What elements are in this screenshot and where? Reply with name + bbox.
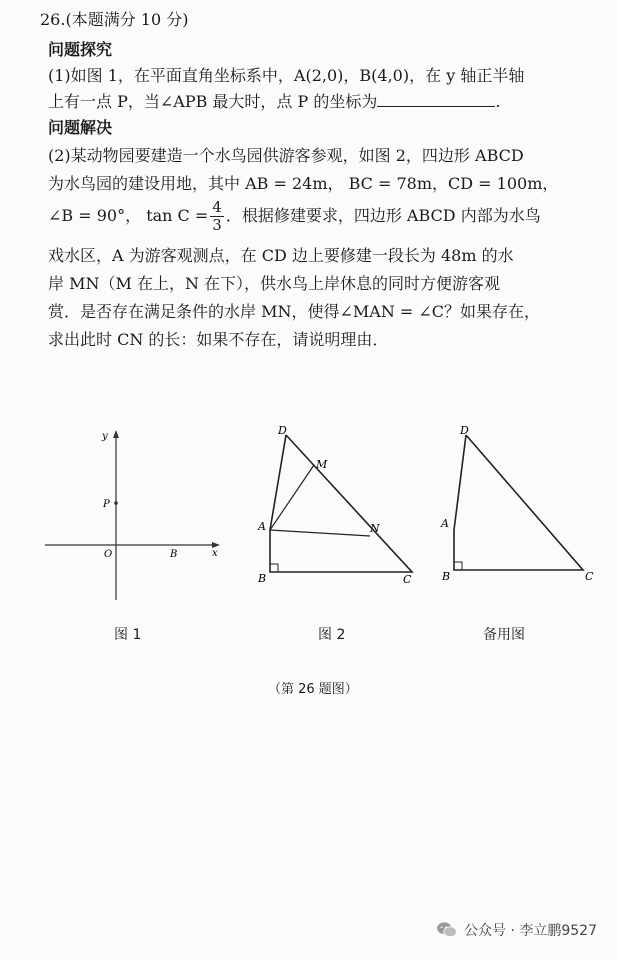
right-angle-mark xyxy=(270,564,278,572)
tan-numerator: 4 xyxy=(212,198,222,216)
part2-line7: 求出此时 CN 的长：如果不存在，请说明理由． xyxy=(48,330,389,349)
tan-denominator: 3 xyxy=(212,216,222,234)
part2-line4: 戏水区，A 为游客观测点，在 CD 边上要修建一段长为 48m 的水 xyxy=(48,246,514,265)
figure-3-diagram xyxy=(440,420,610,590)
problem-header: 26.(本题满分 10 分) xyxy=(40,10,189,29)
tan-fraction xyxy=(210,199,224,234)
point-b-label: B xyxy=(170,549,178,560)
section-title-exploration: 问题探究 xyxy=(48,40,113,59)
label-d: D xyxy=(278,424,287,437)
y-axis-arrow xyxy=(113,430,119,438)
part2-line3 xyxy=(48,196,541,236)
part2-line5: 岸 MN（M 在上，N 在下），供水鸟上岸休息的同时方便游客观 xyxy=(48,274,501,293)
label-d-spare: D xyxy=(460,424,469,437)
wechat-icon xyxy=(436,921,458,939)
figure-1-diagram xyxy=(40,425,230,605)
answer-blank xyxy=(377,92,495,107)
footer-source xyxy=(436,920,597,940)
label-a: A xyxy=(258,520,266,533)
section-title-solution: 问题解决 xyxy=(48,118,113,137)
point-p xyxy=(114,501,118,505)
quadrilateral-abcd xyxy=(270,435,412,572)
figure-2-caption: 图 2 xyxy=(318,627,346,643)
tan-prefix: ∠B = 90°， tan C = xyxy=(48,206,209,225)
point-p-label: P xyxy=(103,499,110,510)
label-m: M xyxy=(316,458,328,471)
quadrilateral-abcd-spare xyxy=(454,435,583,570)
part1-line2 xyxy=(48,92,500,112)
part1-line2-text: 上有一点 P，当∠APB 最大时，点 P 的坐标为 xyxy=(48,92,378,111)
footer-text: 公众号 · 李立鹏9527 xyxy=(464,923,597,939)
label-c: C xyxy=(403,573,412,586)
right-angle-mark-spare xyxy=(454,562,462,570)
part1-line2-period: . xyxy=(495,92,501,111)
figure-3-caption: 备用图 xyxy=(483,627,525,643)
part2-line2: 为水鸟园的建设用地，其中 AB = 24m， BC = 78m，CD = 100m， xyxy=(48,174,559,193)
figure-1-caption: 图 1 xyxy=(114,627,142,643)
label-n: N xyxy=(370,522,380,535)
part2-line1: (2)某动物园要建造一个水鸟园供游客参观，如图 2，四边形 ABCD xyxy=(48,146,524,165)
y-axis-label: y xyxy=(102,431,108,442)
x-axis-label: x xyxy=(212,548,218,559)
figures-caption: （第 26 题图） xyxy=(268,682,358,697)
label-b-spare: B xyxy=(442,570,451,583)
part1-line1: (1)如图 1，在平面直角坐标系中，A(2,0)，B(4,0)，在 y 轴正半轴 xyxy=(48,66,525,85)
origin-label: O xyxy=(104,549,113,560)
segment-an xyxy=(270,530,370,536)
segment-am xyxy=(270,465,314,530)
part2-line6: 赏．是否存在满足条件的水岸 MN，使得∠MAN = ∠C？如果存在， xyxy=(48,302,541,321)
label-c-spare: C xyxy=(585,570,594,583)
label-b: B xyxy=(258,572,267,585)
figure-2-diagram xyxy=(250,420,425,590)
tan-suffix: ．根据修建要求，四边形 ABCD 内部为水鸟 xyxy=(225,206,541,225)
label-a-spare: A xyxy=(441,517,449,530)
